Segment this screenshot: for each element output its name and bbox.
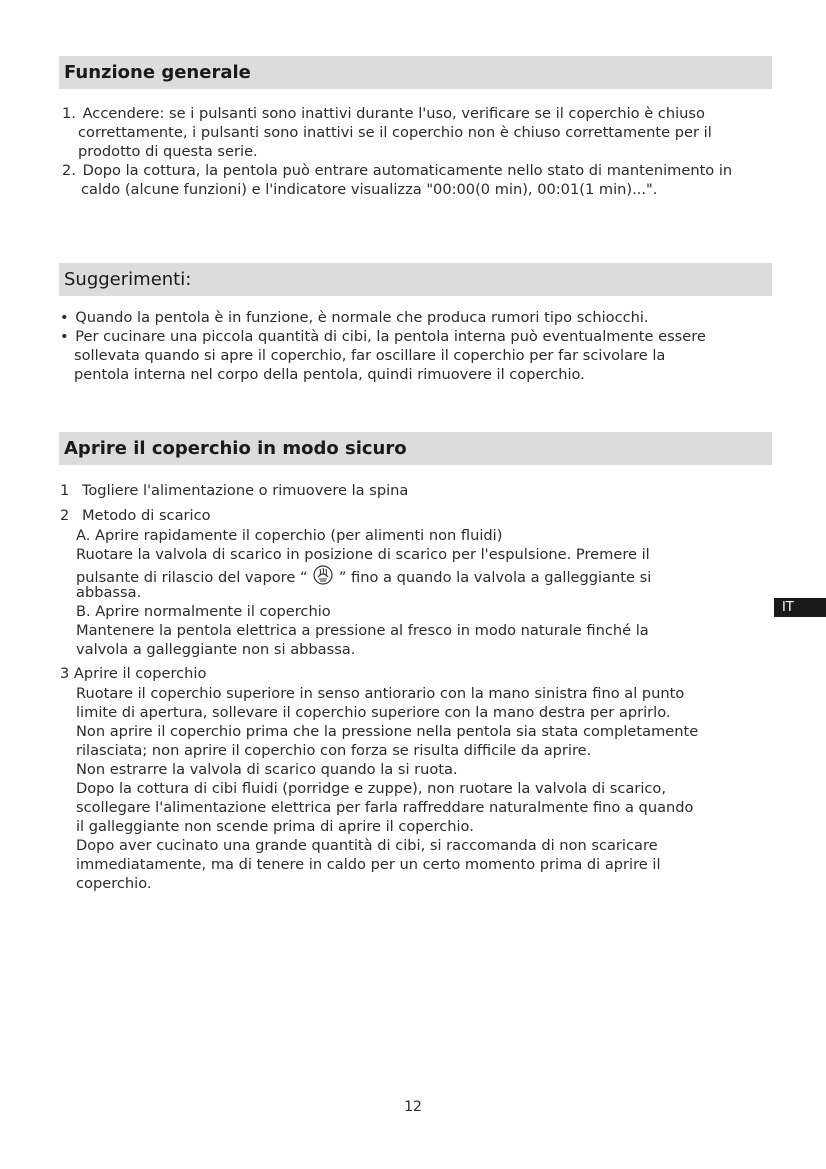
list-text: immediatamente, ma di tenere in caldo per un certo momento prima di aprire il bbox=[76, 856, 661, 873]
section-title-aprire-coperchio: Aprire il coperchio in modo sicuro bbox=[59, 432, 772, 465]
list-text: Mantenere la pentola elettrica a pressione al fresco in modo naturale finché la bbox=[76, 622, 649, 639]
list-text: Dopo la cottura di cibi fluidi (porridge e zuppe), non ruotare la valvola di scarico, bbox=[76, 780, 666, 797]
list-number: 2 bbox=[60, 507, 70, 524]
language-tab: IT bbox=[774, 598, 826, 617]
list-text: ” fino a quando la valvola a galleggiante si bbox=[338, 569, 652, 586]
section-title-suggerimenti: Suggerimenti: bbox=[59, 263, 772, 296]
list-text: 3 Aprire il coperchio bbox=[60, 665, 207, 682]
list-text: correttamente, i pulsanti sono inattivi se il coperchio non è chiuso correttamente per il bbox=[78, 124, 712, 141]
list-text: Quando la pentola è in funzione, è normale che produca rumori tipo schiocchi. bbox=[75, 309, 649, 326]
list-number: 1 bbox=[60, 482, 70, 499]
list-text: Metodo di scarico bbox=[81, 507, 211, 524]
list-text: scollegare l'alimentazione elettrica per farla raffreddare naturalmente fino a quando bbox=[76, 799, 694, 816]
list-text: B. Aprire normalmente il coperchio bbox=[76, 603, 331, 620]
list-text: Per cucinare una piccola quantità di cibi, la pentola interna può eventualmente essere bbox=[75, 328, 706, 345]
list-text-with-icon bbox=[76, 564, 651, 591]
list-item bbox=[60, 308, 649, 327]
section-title-funzione-generale: Funzione generale bbox=[59, 56, 772, 89]
bullet: • bbox=[60, 328, 69, 345]
bullet: • bbox=[60, 309, 69, 326]
list-item bbox=[60, 481, 408, 500]
list-text: A. Aprire rapidamente il coperchio (per alimenti non fluidi) bbox=[76, 527, 503, 544]
list-text: pentola interna nel corpo della pentola, quindi rimuovere il coperchio. bbox=[74, 366, 585, 383]
list-text: Ruotare la valvola di scarico in posizione di scarico per l'espulsione. Premere il bbox=[76, 546, 650, 563]
list-item bbox=[60, 327, 706, 346]
list-text: pulsante di rilascio del vapore “ bbox=[76, 569, 308, 586]
list-text: rilasciata; non aprire il coperchio con forza se risulta difficile da aprire. bbox=[76, 742, 592, 759]
list-text: il galleggiante non scende prima di aprire il coperchio. bbox=[76, 818, 474, 835]
list-text: abbassa. bbox=[76, 584, 142, 601]
list-text: Dopo aver cucinato una grande quantità di cibi, si raccomanda di non scaricare bbox=[76, 837, 658, 854]
list-text: Dopo la cottura, la pentola può entrare automaticamente nello stato di mantenimento in bbox=[82, 162, 733, 179]
list-text: Accendere: se i pulsanti sono inattivi durante l'uso, verificare se il coperchio è chiuso bbox=[82, 105, 705, 122]
list-text: Togliere l'alimentazione o rimuovere la spina bbox=[81, 482, 409, 499]
list-text: Non estrarre la valvola di scarico quando la si ruota. bbox=[76, 761, 458, 778]
list-text: Non aprire il coperchio prima che la pressione nella pentola sia stata completamente bbox=[76, 723, 699, 740]
list-number: 1. bbox=[62, 105, 76, 122]
list-item bbox=[60, 506, 211, 525]
page-number: 12 bbox=[404, 1099, 422, 1115]
list-text: sollevata quando si apre il coperchio, far oscillare il coperchio per far scivolare la bbox=[74, 347, 666, 364]
list-text: coperchio. bbox=[76, 875, 152, 892]
list-number: 2. bbox=[62, 162, 76, 179]
list-text: prodotto di questa serie. bbox=[78, 143, 258, 160]
list-text: caldo (alcune funzioni) e l'indicatore visualizza "00:00(0 min), 00:01(1 min)...". bbox=[81, 181, 658, 198]
list-text: Ruotare il coperchio superiore in senso antiorario con la mano sinistra fino al punto bbox=[76, 685, 685, 702]
steam-release-icon bbox=[312, 564, 334, 591]
list-text: valvola a galleggiante non si abbassa. bbox=[76, 641, 356, 658]
list-text: limite di apertura, sollevare il coperchio superiore con la mano destra per aprirlo. bbox=[76, 704, 671, 721]
list-item bbox=[62, 161, 732, 180]
list-item bbox=[62, 104, 705, 123]
